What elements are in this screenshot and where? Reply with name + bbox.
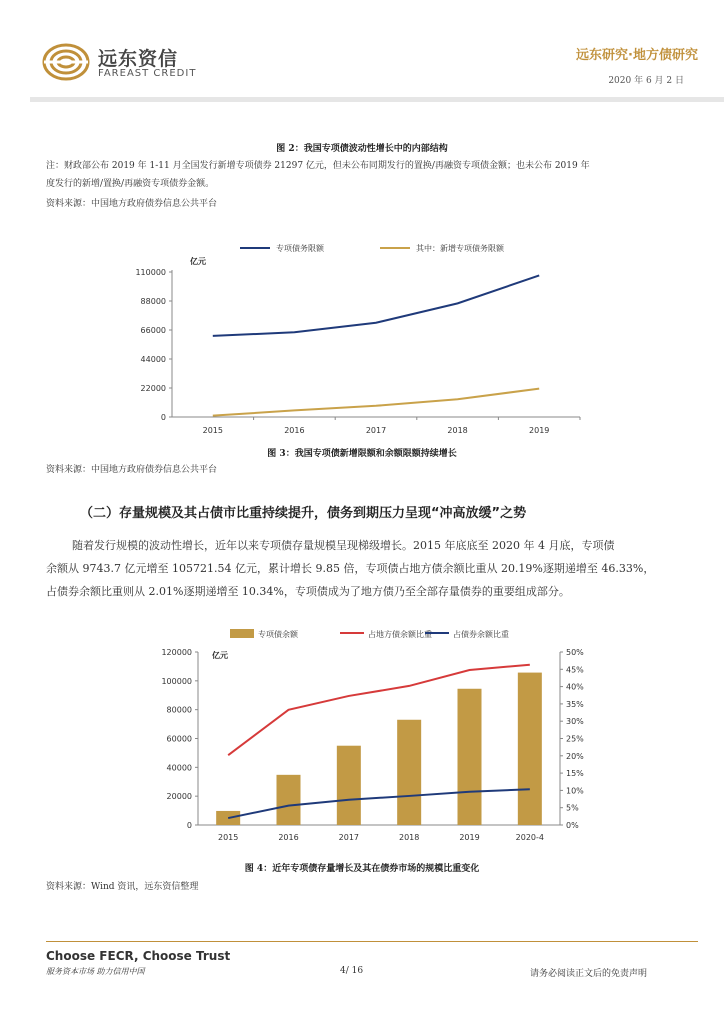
x-tick-label: 2019 bbox=[529, 426, 550, 435]
y2-tick-label: 45% bbox=[566, 665, 584, 675]
y-axis-label: 亿元 bbox=[212, 651, 228, 660]
series-line-1 bbox=[213, 389, 539, 416]
figure2-source: 资料来源：中国地方政府债券信息公共平台 bbox=[46, 199, 218, 209]
figure3-caption: 图 3：我国专项债新增限额和余额限额持续增长 bbox=[267, 449, 457, 459]
logo-icon bbox=[42, 42, 90, 82]
legend-label-1: 占地方债余额比重 bbox=[368, 630, 432, 639]
legend-swatch-0 bbox=[230, 629, 254, 638]
x-tick-label: 2015 bbox=[202, 426, 223, 435]
figure2-caption: 图 2：我国专项债波动性增长中的内部结构 bbox=[276, 144, 448, 154]
legend-label-0: 专项债务限额 bbox=[276, 244, 324, 253]
figure4-caption: 图 4：近年专项债存量增长及其在债券市场的规模比重变化 bbox=[244, 864, 480, 874]
footer-slogan: Choose FECR, Choose Trust bbox=[46, 949, 231, 963]
figure4-chart bbox=[140, 622, 590, 846]
header bbox=[0, 0, 724, 100]
header-divider bbox=[30, 97, 724, 102]
y-tick-label: 44000 bbox=[140, 355, 166, 364]
footer-sub: 服务资本市场 助力信用中国 bbox=[46, 967, 145, 976]
bar-5 bbox=[518, 673, 542, 825]
legend-label-1: 其中：新增专项债务限额 bbox=[416, 244, 504, 253]
series-line-2 bbox=[228, 789, 530, 818]
x-tick-label: 2019 bbox=[459, 833, 480, 842]
y2-tick-label: 15% bbox=[566, 769, 584, 779]
section-paragraph-line2: 余额从 9743.7 亿元增至 105721.54 亿元，累计增长 9.85 倍，专项债占地方债余额比重从 20.19%逐期递增至 46.33%， bbox=[46, 562, 655, 575]
legend-label-0: 专项债余额 bbox=[258, 630, 298, 639]
section-paragraph-line3: 占债券余额比重则从 2.01%逐期递增至 10.34%，专项债成为了地方债乃至全部存量债券的重要组成部分。 bbox=[46, 585, 570, 598]
x-tick-label: 2016 bbox=[284, 426, 305, 435]
series-line-1 bbox=[228, 665, 530, 755]
report-type: 远东研究·地方债研究 bbox=[576, 48, 698, 63]
y-tick-label: 0 bbox=[160, 413, 166, 422]
bar-1 bbox=[277, 775, 301, 825]
y-tick-label: 22000 bbox=[140, 384, 166, 393]
bar-3 bbox=[397, 720, 421, 825]
y-tick-label: 66000 bbox=[140, 326, 166, 335]
y2-tick-label: 25% bbox=[566, 734, 584, 744]
y-tick-label: 0 bbox=[186, 821, 192, 830]
bar-2 bbox=[337, 746, 361, 825]
y-tick-label: 40000 bbox=[166, 763, 192, 773]
x-tick-label: 2015 bbox=[217, 833, 239, 842]
figure2-note-line1: 注：财政部公布 2019 年 1-11 月全国发行新增专项债券 21297 亿元，但未公布同期发行的置换/再融资专项债金额；也未公布 2019 年 bbox=[46, 161, 590, 171]
y2-tick-label: 35% bbox=[566, 699, 584, 709]
x-tick-label: 2017 bbox=[338, 833, 360, 842]
bar-4 bbox=[458, 689, 482, 825]
y2-tick-label: 20% bbox=[566, 751, 584, 761]
x-tick-label: 2018 bbox=[398, 833, 420, 842]
legend-label-2: 占债券余额比重 bbox=[453, 630, 509, 639]
figure3-source: 资料来源：中国地方政府债券信息公共平台 bbox=[46, 465, 218, 475]
figure3-chart bbox=[120, 232, 590, 442]
report-date: 2020 年 6 月 2 日 bbox=[608, 76, 684, 86]
y-tick-label: 100000 bbox=[161, 676, 192, 686]
y-tick-label: 60000 bbox=[166, 734, 192, 744]
footer-disclaimer: 请务必阅读正文后的免责声明 bbox=[530, 969, 648, 979]
y2-tick-label: 40% bbox=[566, 682, 584, 692]
footer-divider bbox=[46, 941, 698, 942]
y2-tick-label: 10% bbox=[566, 786, 584, 796]
logo-name-cn: 远东资信 bbox=[98, 48, 179, 70]
x-tick-label: 2017 bbox=[365, 426, 387, 435]
y2-tick-label: 5% bbox=[566, 803, 579, 813]
x-tick-label: 2020-4 bbox=[515, 833, 545, 842]
y-axis-label: 亿元 bbox=[190, 257, 206, 266]
y2-tick-label: 0% bbox=[566, 821, 579, 830]
page-number: 4/ 16 bbox=[340, 966, 364, 976]
y-tick-label: 88000 bbox=[140, 297, 166, 306]
series-line-0 bbox=[213, 275, 539, 336]
x-tick-label: 2018 bbox=[447, 426, 468, 435]
logo-name-en: FAREAST CREDIT bbox=[98, 68, 197, 79]
y-tick-label: 110000 bbox=[135, 268, 166, 277]
section-paragraph-line1: 随着发行规模的波动性增长，近年以来专项债存量规模呈现梯级增长。2015 年底底至 2020 年 4 月底，专项债 bbox=[72, 539, 615, 552]
y2-tick-label: 30% bbox=[566, 717, 584, 727]
figure2-note-line2: 度发行的新增/置换/再融资专项债券金额。 bbox=[46, 179, 215, 189]
section-title: （二）存量规模及其占债市比重持续提升，债务到期压力呈现“冲高放缓”之势 bbox=[80, 506, 527, 521]
y2-tick-label: 50% bbox=[566, 648, 584, 657]
figure4-source: 资料来源：Wind 资讯，远东资信整理 bbox=[46, 882, 199, 892]
x-tick-label: 2016 bbox=[278, 833, 299, 842]
y-tick-label: 20000 bbox=[166, 792, 192, 802]
y-tick-label: 120000 bbox=[161, 648, 192, 657]
y-tick-label: 80000 bbox=[166, 705, 192, 715]
